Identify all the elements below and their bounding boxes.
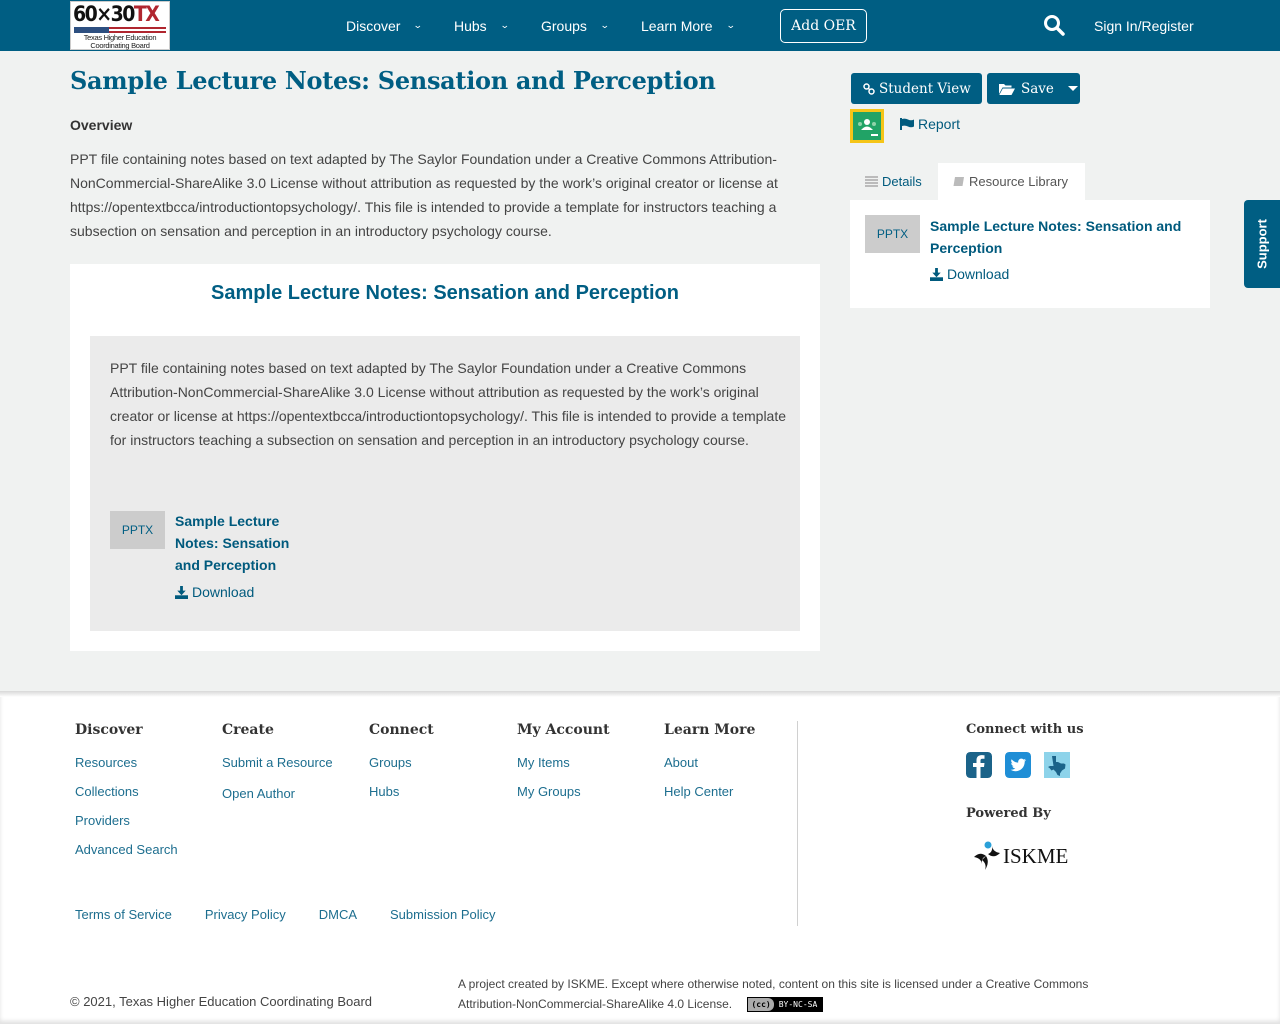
- save-dropdown-button[interactable]: [987, 73, 1080, 104]
- nav-hubs[interactable]: [454, 0, 508, 51]
- file-title-link[interactable]: Sample Lecture Notes: Sensation and Perception: [175, 513, 290, 573]
- footer-column-connect: [369, 722, 434, 806]
- download-link[interactable]: [175, 584, 254, 600]
- submission-policy-link[interactable]: Submission Policy: [390, 907, 496, 922]
- card-title: Sample Lecture Notes: Sensation and Perception: [211, 282, 679, 304]
- chevron-down-icon: ⌄: [413, 20, 424, 30]
- twitter-icon[interactable]: [1005, 752, 1031, 778]
- download-link[interactable]: [930, 266, 1009, 282]
- save-label: Save: [1021, 80, 1054, 97]
- overview-text: PPT file containing notes based on text adapted by The Saylor Foundation under a Creative Commons Attribution-NonCommercial-ShareAlike 3.0 License without attribution as requested by the work’s original creator or license at https://opentextbcca/introductiontopsychology/. This file is intended to provide a template for instructors teaching a subsection on sensation and perception in an introductory psychology course.: [70, 151, 778, 239]
- page-title: Sample Lecture Notes: Sensation and Perception: [70, 66, 716, 95]
- connect-heading: Connect with us: [966, 722, 1084, 737]
- nav-discover-label: Discover: [346, 17, 401, 34]
- resource-library-panel: [850, 200, 1210, 308]
- footer-link-providers[interactable]: Providers: [75, 813, 130, 828]
- footer-link-collections[interactable]: Collections: [75, 784, 139, 799]
- footer-heading: Discover: [75, 722, 143, 738]
- dmca-link[interactable]: DMCA: [318, 907, 358, 922]
- logo-title: 60×30TX: [73, 2, 159, 26]
- footer: [0, 691, 1280, 1024]
- nav-learn-more[interactable]: [641, 0, 734, 51]
- footer-link-submit-resource[interactable]: Submit a Resource: [222, 755, 333, 770]
- footer-divider: [797, 721, 798, 926]
- nav-discover[interactable]: [346, 0, 422, 51]
- file-type-badge: PPTX: [110, 511, 165, 549]
- cc-terms: BY-NC-SA: [778, 999, 818, 1009]
- add-oer-button[interactable]: Add OER: [780, 9, 867, 43]
- tab-details-label: Details: [882, 174, 922, 189]
- report-link[interactable]: [900, 116, 960, 132]
- card-description: PPT file containing notes based on text adapted by The Saylor Foundation under a Creative Commons Attribution-NonCommercial-ShareAlike 3.0 License without attribution as requested by the work’s original creator or license at https://opentextbcca/introductiontopsychology/. This file is intended to provide a template for instructors teaching a subsection on sensation and perception in an introductory psychology course.: [110, 360, 787, 448]
- google-classroom-icon: [853, 112, 881, 140]
- download-icon: [175, 586, 188, 599]
- report-label: Report: [918, 116, 961, 132]
- footer-column-create: [222, 722, 333, 808]
- top-navigation-bar: [0, 0, 1280, 51]
- overview-heading: Overview: [70, 117, 133, 133]
- footer-heading: Connect: [369, 722, 434, 738]
- logo-subtitle-1: Texas Higher Education: [83, 33, 157, 42]
- privacy-policy-link[interactable]: Privacy Policy: [204, 907, 286, 922]
- chevron-down-icon: ⌄: [725, 20, 736, 30]
- tab-resource-library-label: Resource Library: [969, 174, 1068, 189]
- footer-link-advanced-search[interactable]: Advanced Search: [75, 842, 178, 857]
- link-icon: [863, 83, 875, 95]
- list-icon: [865, 176, 878, 187]
- card-content: [90, 336, 800, 631]
- download-label: Download: [947, 266, 1010, 282]
- facebook-icon[interactable]: [966, 752, 992, 778]
- tab-details[interactable]: [850, 163, 938, 200]
- footer-link-hubs[interactable]: Hubs: [369, 784, 400, 799]
- iskme-logo[interactable]: [972, 839, 1068, 873]
- cc-license-badge[interactable]: [747, 997, 823, 1012]
- download-label: Download: [192, 584, 255, 600]
- caret-down-icon: [1068, 86, 1078, 91]
- footer-column-learn-more: [664, 722, 755, 806]
- footer-link-about[interactable]: About: [664, 755, 698, 770]
- footer-column-discover: [75, 722, 178, 864]
- license-notice: [458, 974, 1148, 1014]
- download-icon: [930, 268, 943, 281]
- iskme-wordmark: ISKME: [1003, 843, 1069, 868]
- sign-in-register-link[interactable]: Sign In/Register: [1094, 17, 1194, 34]
- search-icon[interactable]: [1043, 14, 1065, 36]
- nav-learn-more-label: Learn More: [641, 17, 713, 34]
- file-title-link[interactable]: Sample Lecture Notes: Sensation and Perception: [930, 218, 1182, 256]
- google-classroom-share-button[interactable]: [850, 109, 884, 143]
- texas-icon[interactable]: [1044, 752, 1070, 778]
- nav-hubs-label: Hubs: [454, 17, 487, 34]
- book-icon: [953, 176, 965, 188]
- footer-link-my-groups[interactable]: My Groups: [517, 784, 581, 799]
- chevron-down-icon: ⌄: [599, 20, 610, 30]
- footer-link-my-items[interactable]: My Items: [517, 755, 570, 770]
- chevron-down-icon: ⌄: [499, 20, 510, 30]
- logo-subtitle-2: Coordinating Board: [90, 41, 150, 50]
- student-view-label: Student View: [879, 80, 971, 97]
- footer-link-groups[interactable]: Groups: [369, 755, 412, 770]
- folder-open-icon: [999, 83, 1015, 95]
- iskme-swirl-icon: [972, 839, 1002, 873]
- tab-resource-library[interactable]: [938, 163, 1085, 200]
- support-label: Support: [1254, 219, 1270, 269]
- footer-link-help-center[interactable]: Help Center: [664, 784, 734, 799]
- thecb-logo[interactable]: [70, 1, 170, 50]
- footer-legal-links: [75, 907, 529, 922]
- terms-of-service-link[interactable]: Terms of Service: [75, 907, 172, 922]
- powered-by-heading: Powered By: [966, 806, 1051, 821]
- nav-groups[interactable]: [541, 0, 608, 51]
- student-view-button[interactable]: [851, 73, 982, 104]
- license-text: A project created by ISKME. Except where otherwise noted, content on this site is licensed under a Creative Commons Attribution-NonCommercial-ShareAlike 4.0 License.: [458, 977, 1089, 1011]
- resource-card: [70, 264, 820, 651]
- support-tab-button[interactable]: [1244, 200, 1280, 288]
- footer-heading: Learn More: [664, 722, 756, 738]
- footer-column-my-account: [517, 722, 610, 806]
- footer-heading: Create: [222, 722, 274, 738]
- footer-link-open-author[interactable]: Open Author: [222, 786, 295, 801]
- file-type-badge: PPTX: [865, 215, 920, 253]
- copyright-text: © 2021, Texas Higher Education Coordinating Board: [70, 994, 373, 1009]
- cc-icon: (cc): [748, 998, 773, 1011]
- nav-groups-label: Groups: [541, 17, 587, 34]
- flag-icon: [900, 118, 914, 130]
- footer-link-resources[interactable]: Resources: [75, 755, 138, 770]
- footer-heading: My Account: [517, 722, 610, 738]
